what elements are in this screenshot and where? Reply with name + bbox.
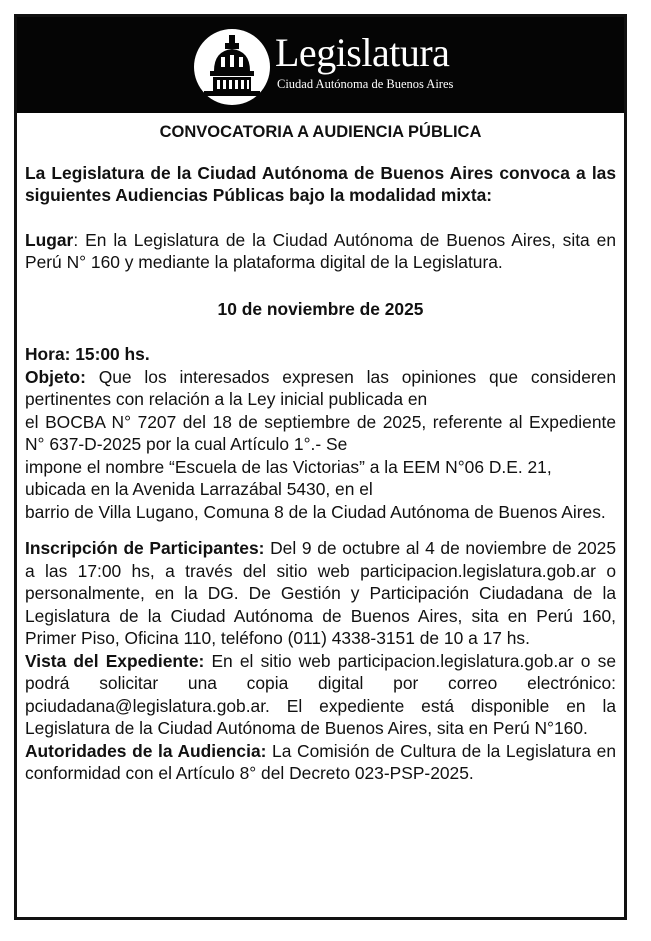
- notice-body: [17, 113, 624, 785]
- objeto-paragraph: [25, 366, 616, 411]
- objeto-label: Objeto:: [25, 366, 86, 387]
- notice-header: [17, 17, 624, 113]
- notice-title: CONVOCATORIA A AUDIENCIA PÚBLICA: [159, 123, 482, 141]
- hora-line: [25, 343, 616, 366]
- inscripcion-label: Inscripción de Participantes:: [25, 538, 265, 558]
- autoridades-label: Autoridades de la Audiencia:: [25, 740, 267, 761]
- objeto-line-1: Que los interesados expresen las opiniones que consideren pertinentes con relación a la Ley inicial publicada en: [25, 366, 616, 409]
- notice-frame: [14, 14, 627, 920]
- autoridades-text: La Comisión de Cultura de la Legislatura en conformidad con el Artículo 8° del Decreto 023-PSP-2025.: [25, 740, 616, 783]
- hora-text: Hora: 15:00 hs.: [25, 344, 150, 364]
- objeto-line-2: el BOCBA N° 7207 del 18 de septiembre de 2025, referente al Expediente N° 637-D-2025 por la cual Artículo 1°.- Se: [25, 411, 616, 454]
- vista-text: En el sitio web participacion.legislatura.gob.ar o se podrá solicitar una copia digital por correo electrónico: pciudadana@legislatura.gob.ar. El expediente está disponible en la Legislatura de la Ciudad Autónoma de Buenos Aires, sita en Perú N°160.: [25, 650, 616, 738]
- vista-label: Vista del Expediente:: [25, 650, 205, 671]
- logo-title: Legislatura: [275, 30, 450, 75]
- lugar-text: : En la Legislatura de la Ciudad Autónoma de Buenos Aires, sita en Perú N° 160 y mediante la plataforma digital de la Legislatura.: [25, 229, 616, 272]
- autoridades-paragraph: [25, 740, 616, 785]
- intro-paragraph: La Legislatura de la Ciudad Autónoma de Buenos Aires convoca a las siguientes Audiencias Públicas bajo la modalidad mixta:: [25, 162, 616, 205]
- legislatura-dome-icon: [192, 27, 272, 107]
- logo-subtitle: Ciudad Autónoma de Buenos Aires: [277, 77, 454, 91]
- lugar-label: Lugar: [25, 229, 74, 250]
- vista-paragraph: [25, 650, 616, 740]
- objeto-line-4: barrio de Villa Lugano, Comuna 8 de la Ciudad Autónoma de Buenos Aires.: [25, 501, 606, 522]
- inscripcion-paragraph: [25, 537, 616, 650]
- audience-date: 10 de noviembre de 2025: [217, 298, 424, 319]
- inscripcion-text: Del 9 de octubre al 4 de noviembre de 2025 a las 17:00 hs, a través del sitio web participacion.legislatura.gob.ar o personalmente, en la DG. De Gestión y Participación Ciudadana de la Legislatura de la Ciudad Autónoma de Buenos Aires, sita en Perú 160, Primer Piso, Oficina 110, teléfono (011) 4338-3151 de 10 a 17 hs.: [25, 538, 616, 648]
- objeto-line-3: impone el nombre “Escuela de las Victorias” a la EEM N°06 D.E. 21, ubicada en la Avenida Larrazábal 5430, en el: [25, 456, 552, 499]
- lugar-paragraph: [25, 229, 616, 274]
